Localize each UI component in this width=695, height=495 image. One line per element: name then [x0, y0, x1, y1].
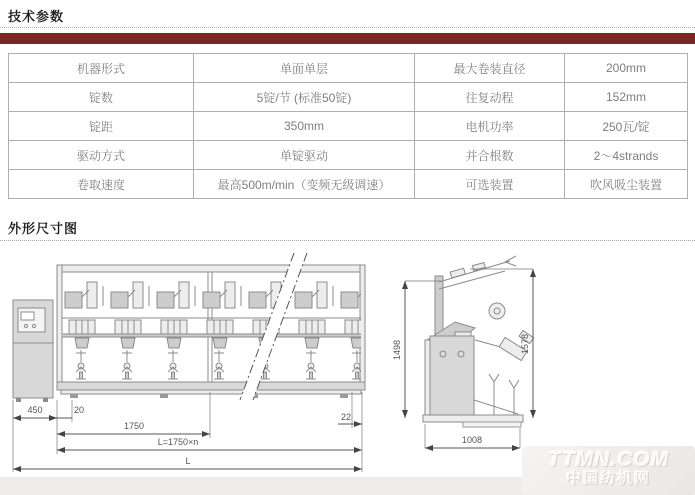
spec-label-cell: 可选装置 — [415, 170, 565, 199]
spec-value-cell: 吹风吸尘装置 — [565, 170, 688, 199]
spec-value-cell: 5锭/节 (标准50锭) — [194, 83, 415, 112]
spec-value-cell: 单锭驱动 — [194, 141, 415, 170]
dim-label-height-right: 1578 — [520, 333, 530, 355]
dim-label-section: 1750 — [123, 421, 145, 431]
spec-label-cell: 最大卷装直径 — [415, 54, 565, 83]
watermark-line2: 中国纺机网 — [565, 470, 651, 488]
table-row — [9, 112, 688, 141]
spec-value-cell: 200mm — [565, 54, 688, 83]
table-row — [9, 83, 688, 112]
divider-bottom — [0, 240, 695, 241]
spec-label-cell: 机器形式 — [9, 54, 194, 83]
spindle-units — [57, 282, 379, 379]
spec-label-cell: 锭距 — [9, 112, 194, 141]
spec-label-cell: 并合根数 — [415, 141, 565, 170]
spec-value-cell: 2～4strands — [565, 141, 688, 170]
dim-label-cabinet: 450 — [27, 405, 43, 415]
table-row — [9, 54, 688, 83]
accent-bar — [0, 33, 695, 44]
watermark-line1: TTMN.COM — [547, 448, 670, 471]
spec-label-cell: 往复动程 — [415, 83, 565, 112]
side-view — [392, 256, 534, 448]
spec-label-cell: 锭数 — [9, 83, 194, 112]
break-lines — [240, 253, 307, 400]
dim-label-depth: 1008 — [461, 435, 483, 445]
spec-value-cell: 350mm — [194, 112, 415, 141]
spec-value-cell: 250瓦/锭 — [565, 112, 688, 141]
dim-label-length-formula: L=1750×n — [157, 437, 199, 447]
spec-label-cell: 卷取速度 — [9, 170, 194, 199]
front-view — [13, 253, 379, 472]
spec-value-cell: 最高500m/min（变频无级调速） — [194, 170, 415, 199]
spec-label-cell: 电机功率 — [415, 112, 565, 141]
watermark — [522, 446, 695, 495]
spec-value-cell: 单面单层 — [194, 54, 415, 83]
spec-value-cell: 152mm — [565, 83, 688, 112]
dimensions-title: 外形尺寸图 — [8, 221, 79, 236]
dim-label-total: L — [185, 456, 191, 466]
table-row — [9, 170, 688, 199]
dim-label-end: 22 — [340, 412, 352, 422]
table-row — [9, 141, 688, 170]
control-cabinet — [13, 300, 53, 402]
divider-top — [0, 27, 695, 28]
dim-label-gap: 20 — [73, 405, 85, 415]
dim-label-height-left: 1498 — [392, 339, 402, 361]
spec-label-cell: 驱动方式 — [9, 141, 194, 170]
spec-table — [8, 53, 688, 199]
tech-params-title: 技术参数 — [8, 9, 65, 24]
